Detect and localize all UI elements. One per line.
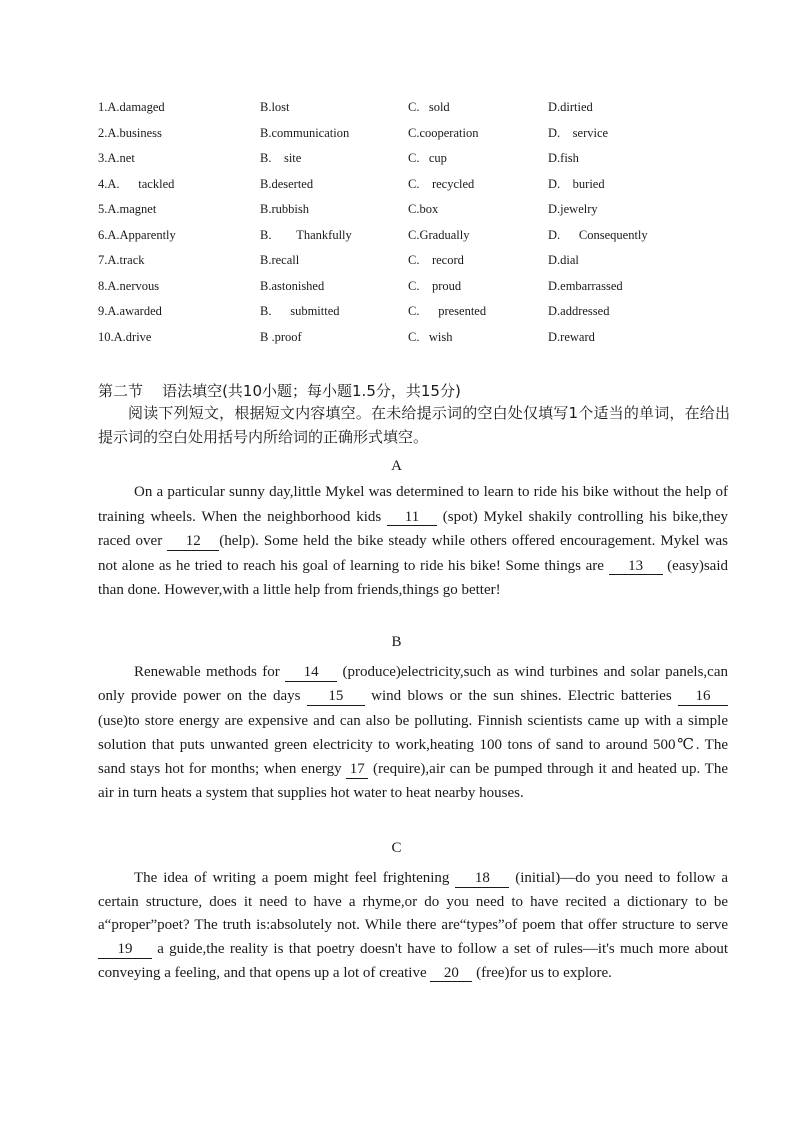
option-c: C. wish (408, 329, 453, 344)
passage-b-text (98, 660, 728, 806)
instruction-text: 阅读下列短文，根据短文内容填空。在未给提示词的空白处仅填写1个适当的单词，在给出提示词的空白处用括号内所给词的正确形式填空。 (98, 404, 730, 446)
options-row-10 (98, 330, 738, 356)
option-c: C. record (408, 253, 464, 267)
passage-text: On a particular sunny day,little Mykel was determined to learn to ride his bike without the help of training wheels. When the neighborhood kids (98, 484, 728, 525)
option-a: 4.A. tackled (98, 176, 175, 191)
blank-18[interactable]: 18 (455, 870, 509, 888)
option-b: B.recall (260, 253, 300, 267)
option-c: C.Gradually (408, 227, 470, 242)
option-b: B. site (260, 151, 302, 165)
options-row-1 (98, 100, 738, 126)
passage-text: (help). Some held the bike steady while others offered encouragement. Mykel was not alone as he tried to reach his goal of learning to ride his bike! Some things are (98, 533, 729, 574)
passage-c-heading: C (391, 840, 402, 856)
option-a: 6.A.Apparently (98, 227, 176, 242)
option-a: 5.A.magnet (98, 202, 157, 216)
option-b: B.deserted (260, 176, 314, 191)
passage-text: The idea of writing a poem might feel frightening (134, 870, 456, 886)
option-b: B.rubbish (260, 202, 309, 216)
passage-text: a guide,the reality is that poetry doesn't have to follow a set of rules—it's much more about conveying a feeling, and that opens up a lot of creative (98, 941, 728, 981)
passage-text: (initial)—do you need to follow a certain structure, does it need to have a rhyme,or do you need to have recited a dictionary to be a“proper”poet? The truth is:absolutely not. While there are“types”of poem that offer structure to serve (98, 870, 728, 934)
blank-15[interactable]: 15 (307, 688, 365, 706)
passage-a-heading: A (391, 458, 402, 474)
passage-a-text (98, 480, 728, 603)
option-b: B. submitted (260, 304, 340, 318)
passage-c-text (98, 867, 728, 986)
section-instruction (98, 401, 730, 449)
option-a: 10.A.drive (98, 329, 152, 344)
passage-text: wind blows or the sun shines. Electric batteries (364, 688, 679, 705)
option-c: C. proud (408, 278, 462, 293)
option-c: C.box (408, 202, 439, 216)
passage-text: (spot) Mykel shakily controlling his bike,they raced over (98, 508, 728, 549)
option-d: D.addressed (548, 304, 610, 318)
option-a: 1.A.damaged (98, 100, 165, 114)
blank-12[interactable]: 12 (167, 533, 219, 551)
blank-17[interactable]: 17 (346, 761, 368, 779)
option-d: D.dial (548, 253, 579, 267)
options-row-9 (98, 304, 738, 330)
passage-b-heading: B (391, 634, 402, 650)
option-b: B .proof (260, 329, 302, 344)
blank-13[interactable]: 13 (609, 558, 663, 576)
options-table (98, 100, 738, 355)
option-d: D. buried (548, 176, 605, 191)
option-d: D. service (548, 125, 609, 140)
option-a: 2.A.business (98, 125, 162, 140)
option-b: B.lost (260, 100, 290, 114)
option-c: C. recycled (408, 176, 475, 191)
passage-text: (free)for us to explore. (472, 964, 612, 981)
option-d: D.embarrassed (548, 278, 623, 293)
option-d: D.dirtied (548, 100, 593, 114)
option-d: D.reward (548, 329, 595, 344)
options-row-2 (98, 126, 738, 152)
option-a: 3.A.net (98, 151, 135, 165)
passage-text: (use)to store energy are expensive and can also be polluting. Finnish scientists came up with a simple solution that puts unwanted green electricity to work,heating 100 tons of sand to around 500℃. The sand stays hot for months; when energy (98, 712, 728, 778)
blank-20[interactable]: 20 (430, 965, 472, 983)
option-a: 8.A.nervous (98, 278, 160, 293)
passage-text: (easy)said than done. However,with a little help from friends,things go better! (98, 557, 728, 598)
options-row-6 (98, 228, 738, 254)
passage-text: (produce)electricity,such as wind turbines and solar panels,can only provide power on the days (98, 664, 728, 705)
options-row-4 (98, 177, 738, 203)
option-b: B.astonished (260, 278, 325, 293)
option-a: 9.A.awarded (98, 304, 162, 318)
option-a: 7.A.track (98, 253, 145, 267)
options-row-3 (98, 151, 738, 177)
option-b: B.communication (260, 125, 350, 140)
options-row-8 (98, 279, 738, 305)
blank-14[interactable]: 14 (285, 664, 337, 682)
blank-11[interactable]: 11 (387, 509, 437, 527)
options-row-5 (98, 202, 738, 228)
options-row-7 (98, 253, 738, 279)
section-title: 第二节 语法填空(共10小题；每小题1.5分，共15分) (98, 382, 461, 400)
option-c: C. cup (408, 151, 447, 165)
blank-16[interactable]: 16 (678, 688, 728, 706)
option-b: B. Thankfully (260, 227, 352, 242)
passage-text: Renewable methods for (134, 664, 286, 680)
option-d: D.fish (548, 151, 579, 165)
option-c: C. sold (408, 100, 450, 114)
option-c: C.cooperation (408, 125, 479, 140)
blank-19[interactable]: 19 (98, 941, 152, 959)
option-d: D.jewelry (548, 202, 598, 216)
passage-text: (require),air can be pumped through it and heated up. The air in turn heats a system that supplies hot water to heat nearby houses. (98, 761, 728, 802)
option-c: C. presented (408, 304, 487, 318)
option-d: D. Consequently (548, 227, 648, 242)
